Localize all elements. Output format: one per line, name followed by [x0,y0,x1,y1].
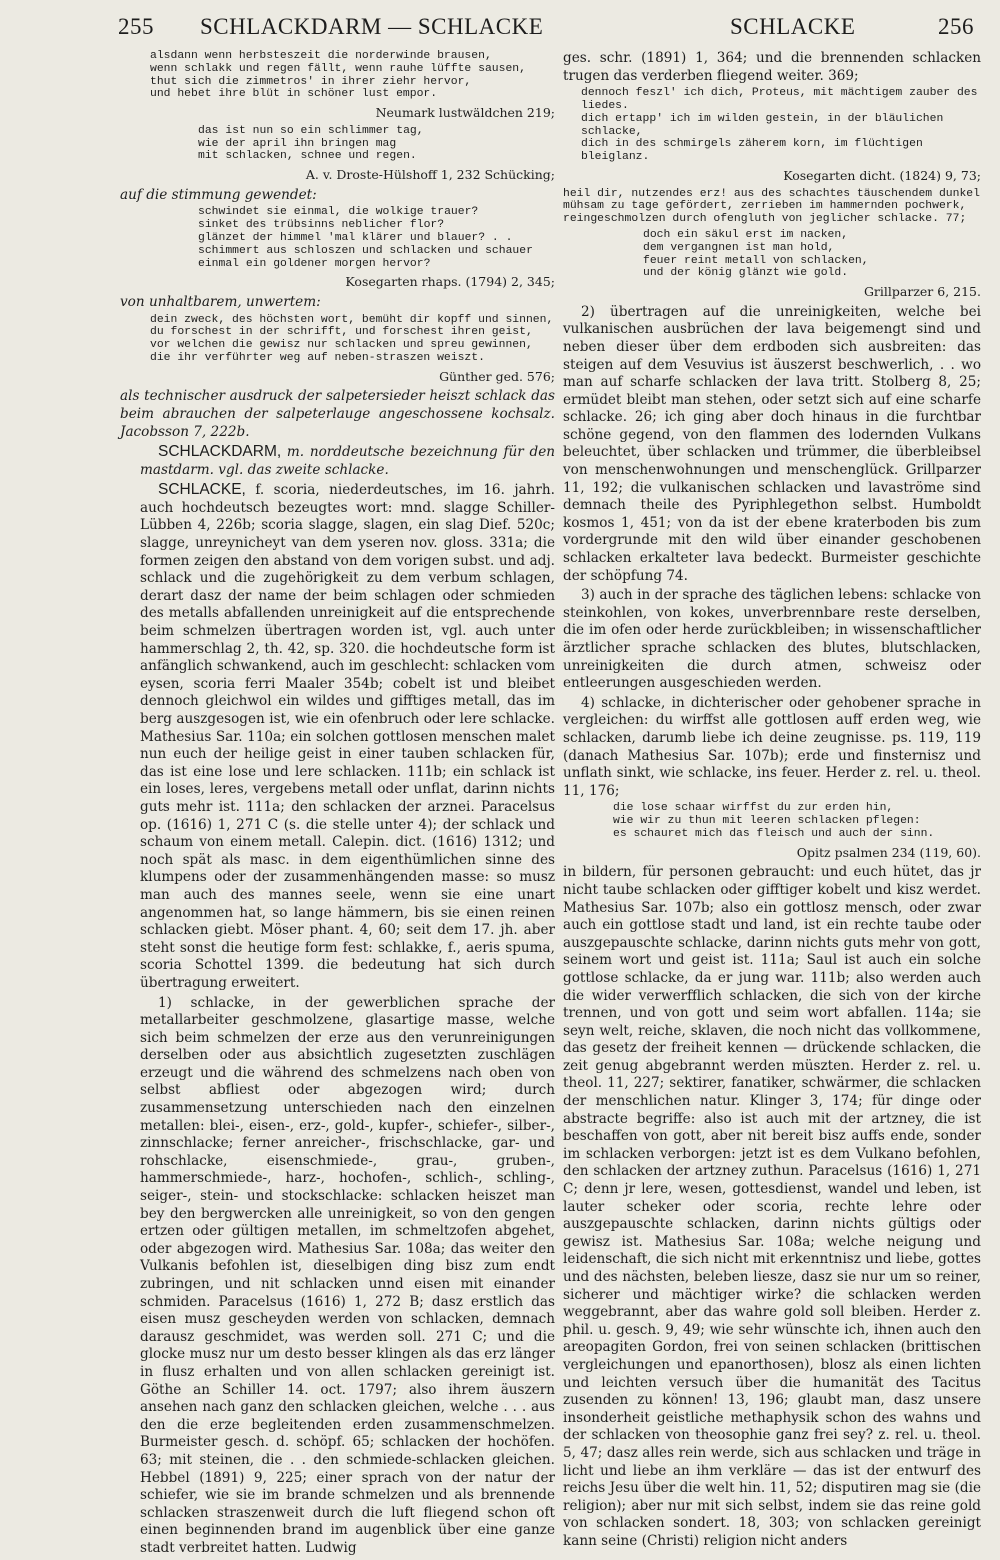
entry-headword: SCHLACKDARM, [158,443,282,461]
entry-text: f. scoria, niederdeutsches, im 16. jahrh. auch hochdeutsch bezeugtes wort: mnd. slagge Schiller-Lübben 4, 226b; scoria slagge, slagen, ein slag Dief. 520c; slagge, unreynicheyt van dem yseren nov. gloss. 331a; die formen zeigen den abstand von dem vorigen subst. und adj. schlack und die zugehörigkeit zu dem verbum schlagen, derart dasz der name der beim schlagen oder schmieden des metalls abfallenden unreinigkeit auf die entsprechende beim schmelzen übertragen worden ist, vgl. auch unter hammerschlag 2, th. 42, sp. 320. die hochdeutsche form ist anfänglich schwankend, auch im geschlecht: schlacken vom eysen, scoria ferri Maaler 354b; cobelt ist und bleibet dennoch gleichwol ein wildes und gifftiges metall, das im berg auszgesogen ist, wie ein ofenbruch oder lere schlacke. Mathesius Sar. 110a; ein solchen gottlosen menschen malet nun euch der heilige geist in einer tauben schlacken für, das ist eine lose und lere schlacken. 111b; ein schlack ist ein loses, leres, vergebens metall oder unflat, darinn nichts guts mehr ist. 111a; den schlacken der arznei. Paracelsus op. (1616) 1, 271 C (s. die stelle unter 4); der schlack und schaum von einem metall. Calepin. dict. (1616) 1312; und noch spät als masc. in dem eigenthümlichen sinne des klumpens oder der zusammenhängenden masse: so musz man auch des mannes seele, wenn sie eine unart angenommen hat, so lange hämmern, bis sie einen reinen schlacken giebt. Möser phant. 4, 60; seit dem 17. jh. aber steht sonst die heutige form fest: schlakke, f., aeris spuma, scoria Schottel 1399. die bedeutung hat sich durch übertragung erweitert. [140,482,555,991]
citation: Kosegarten rhaps. (1794) 2, 345; [345,274,555,290]
paragraph: ges. schr. (1891) 1, 364; und die brennenden schlacken trugen das verderben fliegend weiter. 369; [563,50,981,84]
paragraph: 3) auch in der sprache des täglichen lebens: schlacke von steinkohlen, von kokes, unverbrennbare reste derselben, die im ofen oder herde zurückbleiben; in wissenschaftlicher ärztlicher sprache schlacken des blutes, blutschlacken, unreinigkeiten die durch atmen, schweisz oder entleerungen ausgeschieden werden. [563,587,981,692]
paragraph: 1) schlacke, in der gewerblichen sprache der metallarbeiter geschmolzene, glasartige masse, welche sich beim schmelzen der erze aus den verunreinigungen derselben oder aus absichtlich zugesetzten zuschlägen erzeugt und die während des schmelzens nach oben von selbst abfliest oder abgezogen wird; durch zusammensetzung unterschieden nach den einzelnen metallen: blei-, eisen-, erz-, gold-, kupfer-, schiefer-, silber-, zinnschlacke; ferner anreicher-, frischschlacke, gar- und rohschlacke, eisenschmiede-, grau-, gruben-, hammerschmiede-, harz-, hochofen-, schlich-, schling-, seiger-, stein- und stockschlacke: schlacken heiszet man bey den bergwercken alle unreinigkeit, so von den gengen ertzen oder gültigen metallen, im schmeltzofen abgehet, oder abgezogen wird. Mathesius Sar. 108a; das weiter den Vulkanis befohlen ist, dieselbigen ding bisz zum endt zubringen, und nit schlacken unnd eisen mit einander schmiden. Paracelsus (1616) 1, 272 B; dasz erstlich das eisen musz gescheyden werden von schlacken, demnach darausz geschmidet, was werden soll. 271 C; und die glocke musz nur um desto besser klingen als das erz länger in flusz erhalten und von allen schlacken gereinigt ist. Göthe an Schiller 14. oct. 1797; also ihrem äuszern ansehen nach ganz den schlacken gleichen, welche . . . aus den die erze begleitenden erden zusammenschmelzen. Burmeister gesch. d. schöpf. 65; schlacken der hochöfen. 63; mit steinen, die . . den schmiede-schlacken gleichen. Hebbel (1891) 9, 225; einer sprach von der natur der schiefer, wie sie im brande schmelzen und als brennende schlacken straszenweit durch die luft fliegend schon oft einen beginnenden brand im augenblick über eine ganze stadt verbreitet hatten. Ludwig [140,994,555,1556]
entry-text: m. norddeutsche bezeichnung für den mastdarm. vgl. das zweite schlacke. [140,444,555,478]
citation: A. v. Droste-Hülshoff 1, 232 Schücking; [305,167,555,183]
paragraph: 2) übertragen auf die unreinigkeiten, welche bei vulkanischen ausbrüchen der lava beigemengt sind und neben dieser über dem erdboden sich ausbreiten: das steigen auf dem Vesuvius ist äuszerst beschwerlich, . . wo man auf scharfe schlacken der lava tritt. Stolberg 8, 25; ermüdet bleibt man stehen, oder setzt sich auf eine scharfe schlacke. 26; ich ging aber doch hinaus in die furchtbar schöne gegend, von den flammen des lodernden Vulkans beleuchtet, über schlacken und trümmer, die überbleibsel von menschenwohnungen und menschenglück. Grillparzer 11, 192; die vulkanischen schlacken und lavaströme sind demnach theile des Pyriphlegethon selbst. Humboldt kosmos 1, 451; von da ist der ebene kraterboden bis zum vordergrunde mit den wild über einander geschobenen schlacken erkalteter lava bedeckt. Burmeister geschichte der schöpfung 74. [563,303,981,584]
citation: Günther ged. 576; [439,368,555,384]
entry-headword: SCHLACKE, [158,481,246,499]
citation: Neumark lustwäldchen 219; [375,105,555,121]
right-column [563,50,981,1553]
left-column [120,50,555,1560]
quote-block: heil dir, nutzendes erz! aus des schachtes täuschendem dunkel mühsam zu tage gefördert, zerrieben im hammernden pochwerk, reingeschmolzen durch ofengluth von jeglicher schlacke. 77; [563,187,980,226]
entry-schlacke [140,481,555,992]
citation: Opitz psalmen 234 (119, 60). [796,844,981,860]
entry-schlackdarm [140,443,555,479]
citation: Grillparzer 6, 215. [863,284,981,300]
quote-block: dennoch feszl' ich dich, Proteus, mit mächtigem zauber des liedes. dich ertapp' ich im wilden gestein, in der bläulichen schlacke, dich in des schmirgels zäherem korn, im flüchtigen bleiglanz. [581,87,978,164]
lead-text: auf die stimmung gewendet: [120,186,317,203]
paragraph: 4) schlacke, in dichterischer oder gehobener sprache in vergleichen: du wirffst alle gottlosen auff erden weg, wie schlacken, darumb liebe ich deine zeugnisse. ps. 119, 119 (danach Mathesius Sar. 107b); erde und finsternisz und unflath sinkt, wie schlacke, ins feuer. Herder z. rel. u. theol. 11, 176; [563,694,981,799]
citation: Kosegarten dicht. (1824) 9, 73; [783,167,981,183]
quote-block: das ist nun so ein schlimmer tag, wie der april ihn bringen mag mit schlacken, schnee und regen. [198,124,424,163]
quote-block: doch ein säkul erst im nacken, dem vergangnen ist man hold, feuer reint metall von schlacken, und der könig glänzt wie gold. [643,228,869,280]
lead-text: von unhaltbarem, unwertem: [120,293,321,310]
page-number-left: 255 [118,14,154,39]
quote-block: schwindet sie einmal, die wolkige trauer? sinket des trübsinns neblicher flor? glänzet der himmel 'mal klärer und blauer? . . schimmert aus schloszen und schlacken und schauer einmal ein goldener morgen hervor? [198,206,533,270]
quote-block: alsdann wenn herbsteszeit die norderwinde brausen, wenn schlakk und regen fällt, wenn rauhe lüffte sausen, thut sich die zimmetros' in ihrer ziehr hervor, und hebet ihre blüt in schöner lust empor. [150,50,526,101]
paragraph: als technischer ausdruck der salpetersieder heiszt schlack das beim abrauchen der salpeterlauge angeschossene kochsalz. Jacobsson 7, 222b. [120,388,555,440]
paragraph: in bildern, für personen gebraucht: und euch hütet, das jr nicht taube schlacken oder gifftiger kobelt und kisz werdet. Mathesius Sar. 107b; also ein gottlosz mensch, oder zwar auch ein gottlose stadt und land, ist ein rechte taube oder auszgepauschte schlacke, darinn nichts guts mehr von gott, seinem wort und geist ist. 111a; Saul ist auch ein solche gottlose schlacke, da er jung war. 111b; also werden auch die wider verwerfflich schlacken, die sich von der kirche trennen, und von gott und seim wort abfallen. 114a; sie seyn welt, reiche, sklaven, die noch nicht das vollkommene, das gesetz der freiheit kennen — drückende schlacken, die zeit genug abgebrannt werden müszten. Herder z. rel. u. theol. 11, 227; sektirer, fanatiker, schwärmer, die schlacken der menschlichen natur. Klinger 3, 174; für dinge oder abstracte begriffe: also ist auch mit der artzney, die ist beschaffen von gott, aber nit bereit bisz auffs ende, sonder im schlacken verborgen: jetzt ist es dem Vulkano befohlen, den schlacken der artzney zuthun. Paracelsus (1616) 1, 271 C; denn jr lere, wesen, gottesdienst, wandel und leben, ist lauter scheker oder scoria, rechte lehre oder auszgepauschte schlacken, darinn nichts gültigs oder gewisz ist. Mathesius Sar. 108a; welche neigung und leidenschaft, die sich nicht mit erkenntnisz und liebe, gottes und des nächsten, beleben liesze, dasz sie nur um so reiner, sicherer und mächtiger wirke? die schlacken werden weggebrannt, aber das wahre gold soll bleiben. Herder z. phil. u. gesch. 9, 49; wie sehr wünschte ich, ihnen auch den areopagiten Gordon, frei von seinen schlacken (brittischen vergleichungen und epanorthosen), blosz als einen lichten und leichten versuch über die humanität des Tacitus zusenden zu können! 13, 196; glaubt man, dasz unsere insonderheit geistliche methaphysik schon des wahns und der schlacken von theosophie ganz frei sey? z. rel. u. theol. 5, 47; dasz alles rein werde, sich aus schlacken und träge in licht und liebe an ihm verkläre — das ist der entwurf des reichs Jesu über die welt hin. 11, 52; disputiren mag sie (die religion); aber nur mit sich selbst, indem sie das reine gold von schlacken sondert. 18, 303; von schlacken gereinigt kann seine (Christi) religion nicht anders [563,864,981,1549]
running-head-left: SCHLACKDARM — SCHLACKE [200,14,544,39]
page-number-right: 256 [938,14,974,39]
running-head-right: SCHLACKE [730,14,856,39]
quote-block: dein zweck, des höchsten wort, bemüht dir kopff und sinnen, du forschest in der schrifft, und forschest ihren geist, vor welchen die gewisz nur schlacken und spreu gewinnen, die ihr verführter weg auf neben-straszen weiszt. [150,313,554,364]
quote-block: die lose schaar wirffst du zur erden hin, wie wir zu thun mit leeren schlacken pflegen: es schauret mich das fleisch und auch der sinn. [613,802,935,840]
